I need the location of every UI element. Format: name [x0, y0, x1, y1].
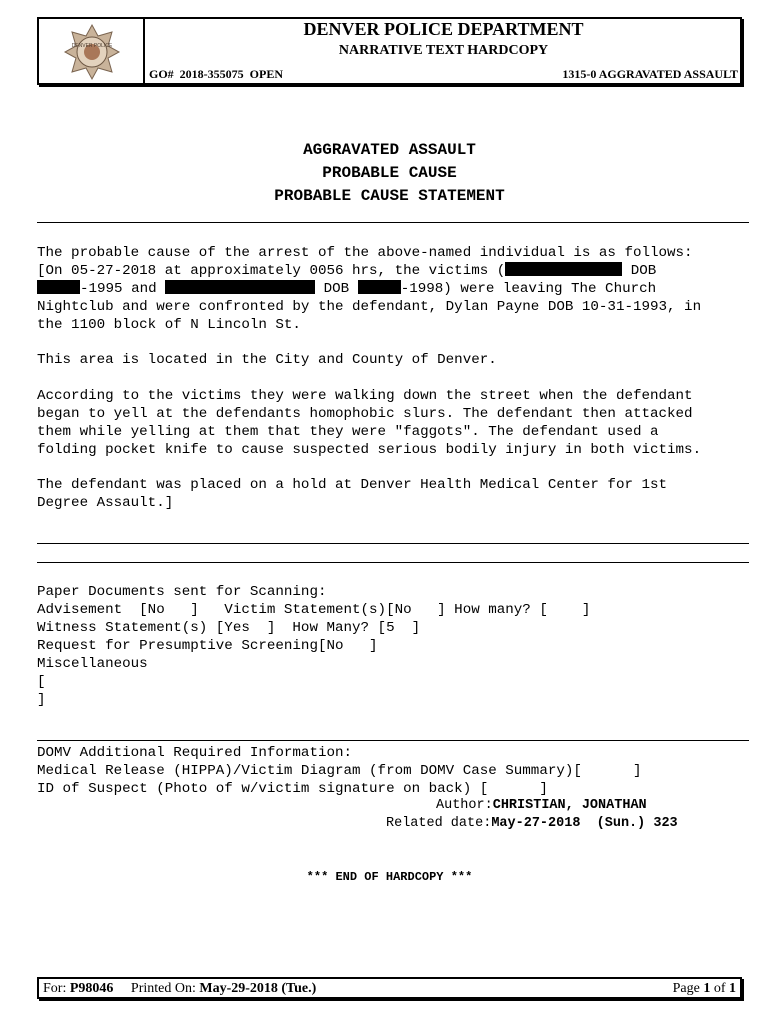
narrative-text: DOB — [315, 281, 358, 297]
documents-line: Request for Presumptive Screening[No ] — [37, 638, 378, 654]
divider — [37, 222, 749, 223]
narrative-line: According to the victims they were walking down the street when the defendant — [37, 388, 693, 404]
documents-line: ] — [37, 692, 46, 708]
redaction-box — [505, 262, 622, 276]
narrative-line — [37, 280, 749, 298]
divider — [37, 740, 749, 741]
form-title: NARRATIVE TEXT HARDCOPY — [338, 43, 549, 58]
documents-line: [ — [37, 674, 46, 690]
narrative-line: Degree Assault.] — [37, 495, 174, 511]
narrative-line — [37, 262, 749, 280]
divider — [37, 562, 749, 563]
narrative-line: Nightclub and were confronted by the defendant, Dylan Payne DOB 10-31-1993, in — [37, 299, 702, 315]
narrative-text: -1995 and — [80, 281, 166, 297]
of-label: of — [713, 981, 726, 996]
narrative-line: The probable cause of the arrest of the above-named individual is as follows: — [37, 245, 693, 261]
police-badge-icon — [62, 22, 122, 82]
documents-line: Miscellaneous — [37, 656, 148, 672]
page-total: 1 — [729, 981, 736, 996]
domv-line: Medical Release (HIPPA)/Victim Diagram (from DOMV Case Summary)[ ] — [37, 763, 642, 779]
narrative-text: DOB — [622, 263, 657, 279]
narrative-line: The defendant was placed on a hold at Denver Health Medical Center for 1st — [37, 477, 668, 493]
department-title: DENVER POLICE DEPARTMENT — [303, 19, 584, 39]
title-aggravated-assault: AGGRAVATED ASSAULT — [303, 141, 476, 159]
redaction-box — [165, 280, 315, 294]
related-date-line — [386, 815, 678, 833]
document-header — [37, 17, 742, 85]
narrative-line: began to yell at the defendants homophobic slurs. The defendant then attacked — [37, 406, 693, 422]
go-row — [147, 67, 740, 83]
documents-line: Paper Documents sent for Scanning: — [37, 584, 327, 600]
document-footer — [37, 977, 742, 999]
narrative-line: This area is located in the City and County of Denver. — [37, 352, 497, 368]
footer-left — [43, 980, 316, 998]
narrative-text: [On 05-27-2018 at approximately 0056 hrs, the victims ( — [37, 263, 506, 279]
narrative-line: them while yelling at them that they were "faggots". The defendant used a — [37, 424, 659, 440]
author-line — [436, 797, 647, 815]
for-id: P98046 — [69, 981, 114, 996]
end-of-hardcopy: *** END OF HARDCOPY *** — [306, 870, 473, 884]
offense-code: 1315-0 AGGRAVATED ASSAULT — [562, 67, 738, 81]
page-number: 1 — [703, 981, 711, 996]
domv-line: ID of Suspect (Photo of w/victim signature on back) [ ] — [37, 781, 548, 797]
printed-label: Printed On: — [130, 981, 196, 996]
printed-date: May-29-2018 (Tue.) — [199, 981, 317, 996]
narrative-line: folding pocket knife to cause suspected serious bodily injury in both victims. — [37, 442, 702, 458]
documents-line: Advisement [No ] Victim Statement(s)[No ] How many? [ ] — [37, 602, 591, 618]
page-indicator — [673, 980, 736, 998]
for-label: For: — [43, 981, 67, 996]
title-probable-cause-statement: PROBABLE CAUSE STATEMENT — [274, 187, 505, 205]
domv-line: DOMV Additional Required Information: — [37, 745, 353, 761]
go-info — [149, 67, 283, 81]
go-number: 2018-355075 — [179, 67, 244, 81]
narrative-line: the 1100 block of N Lincoln St. — [37, 317, 301, 333]
title-probable-cause: PROBABLE CAUSE — [322, 164, 457, 182]
author-name: CHRISTIAN, JONATHAN — [492, 798, 647, 813]
author-label: Author: — [436, 798, 493, 813]
divider — [37, 543, 749, 544]
related-date-value: May-27-2018 (Sun.) 323 — [491, 816, 678, 831]
badge-text: DENVER POLICE — [71, 43, 113, 49]
narrative-text: -1998) were leaving The Church — [400, 281, 657, 297]
related-date-label: Related date: — [386, 816, 492, 831]
go-label: GO# — [149, 67, 174, 81]
redaction-box — [358, 280, 401, 294]
documents-line: Witness Statement(s) [Yes ] How Many? [5 ] — [37, 620, 421, 636]
logo-cell — [39, 19, 145, 83]
redaction-box — [37, 280, 80, 294]
page-label: Page — [672, 981, 700, 996]
go-status: OPEN — [249, 67, 284, 81]
